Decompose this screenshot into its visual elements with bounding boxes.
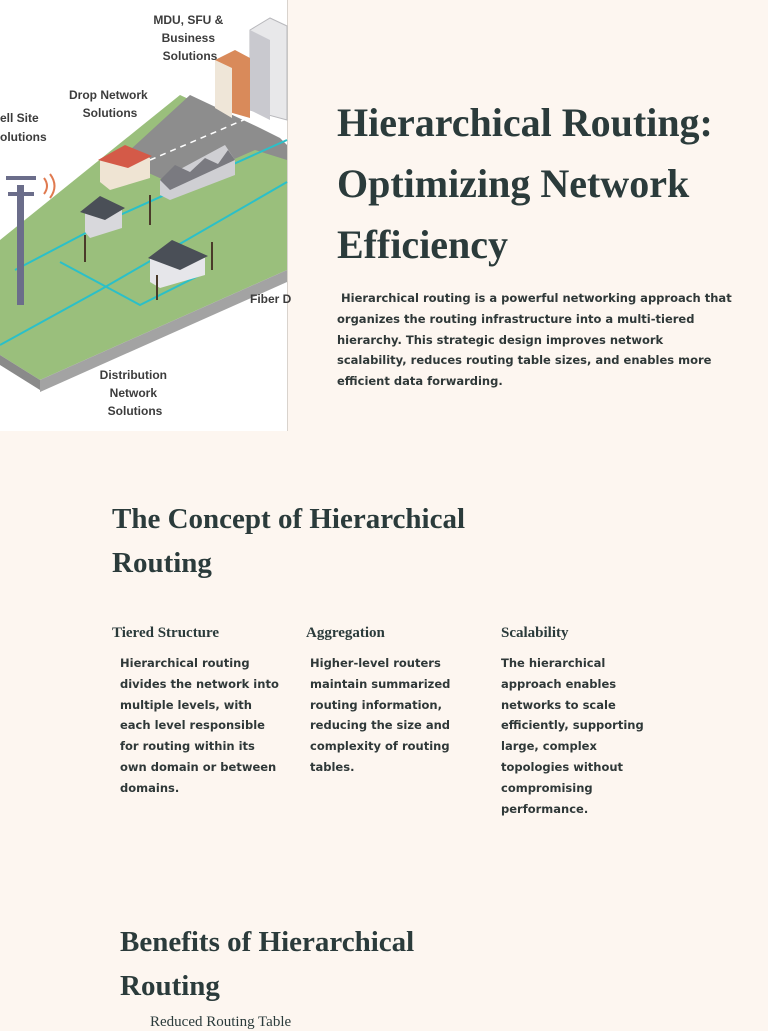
label-mdu: MDU, SFU & Business Solutions xyxy=(153,13,224,63)
label-drop-network: Drop Network Solutions xyxy=(68,88,148,120)
benefit-item: Reduced Routing Table xyxy=(150,1014,292,1030)
isometric-network-diagram xyxy=(0,0,292,431)
cell-tower xyxy=(17,185,24,305)
building-front xyxy=(215,60,232,118)
intro-paragraph: Hierarchical routing is a powerful networking approach that organizes the routing infrastructure into a multi-tiered hierarchy. This strategic design improves network scalability, reduces routing table sizes, and enables more efficient data forwarding. xyxy=(337,291,736,389)
page-title: Hierarchical Routing: Optimizing Network Efficiency xyxy=(337,100,713,267)
aggregation-text: Higher-level routers maintain summarized routing information, reducing the size and complexity of routing tables. xyxy=(310,656,451,774)
signal-icon xyxy=(44,174,55,198)
aggregation-title: Aggregation xyxy=(306,625,385,641)
scalability-text: The hierarchical approach enables networks to scale efficiently, supporting large, complex topologies without compromising performance. xyxy=(501,656,644,816)
scalability-title: Scalability xyxy=(501,625,569,641)
tower-arm-2 xyxy=(8,192,34,196)
concept-section-title: The Concept of Hierarchical Routing xyxy=(112,503,466,579)
network-illustration xyxy=(0,0,292,431)
label-cell-site: ell Site olutions xyxy=(0,111,47,144)
label-fiber: Fiber D xyxy=(250,292,292,306)
tiered-structure-title: Tiered Structure xyxy=(112,625,220,641)
skyscraper-side xyxy=(250,30,270,120)
benefits-section-title: Benefits of Hierarchical Routing xyxy=(120,926,415,1002)
tiered-structure-text: Hierarchical routing divides the network into multiple levels, with each level responsible for routing within its own domain or between domains. xyxy=(120,656,279,795)
label-distribution: Distribution Network Solutions xyxy=(99,368,167,418)
tower-arm xyxy=(6,176,36,180)
